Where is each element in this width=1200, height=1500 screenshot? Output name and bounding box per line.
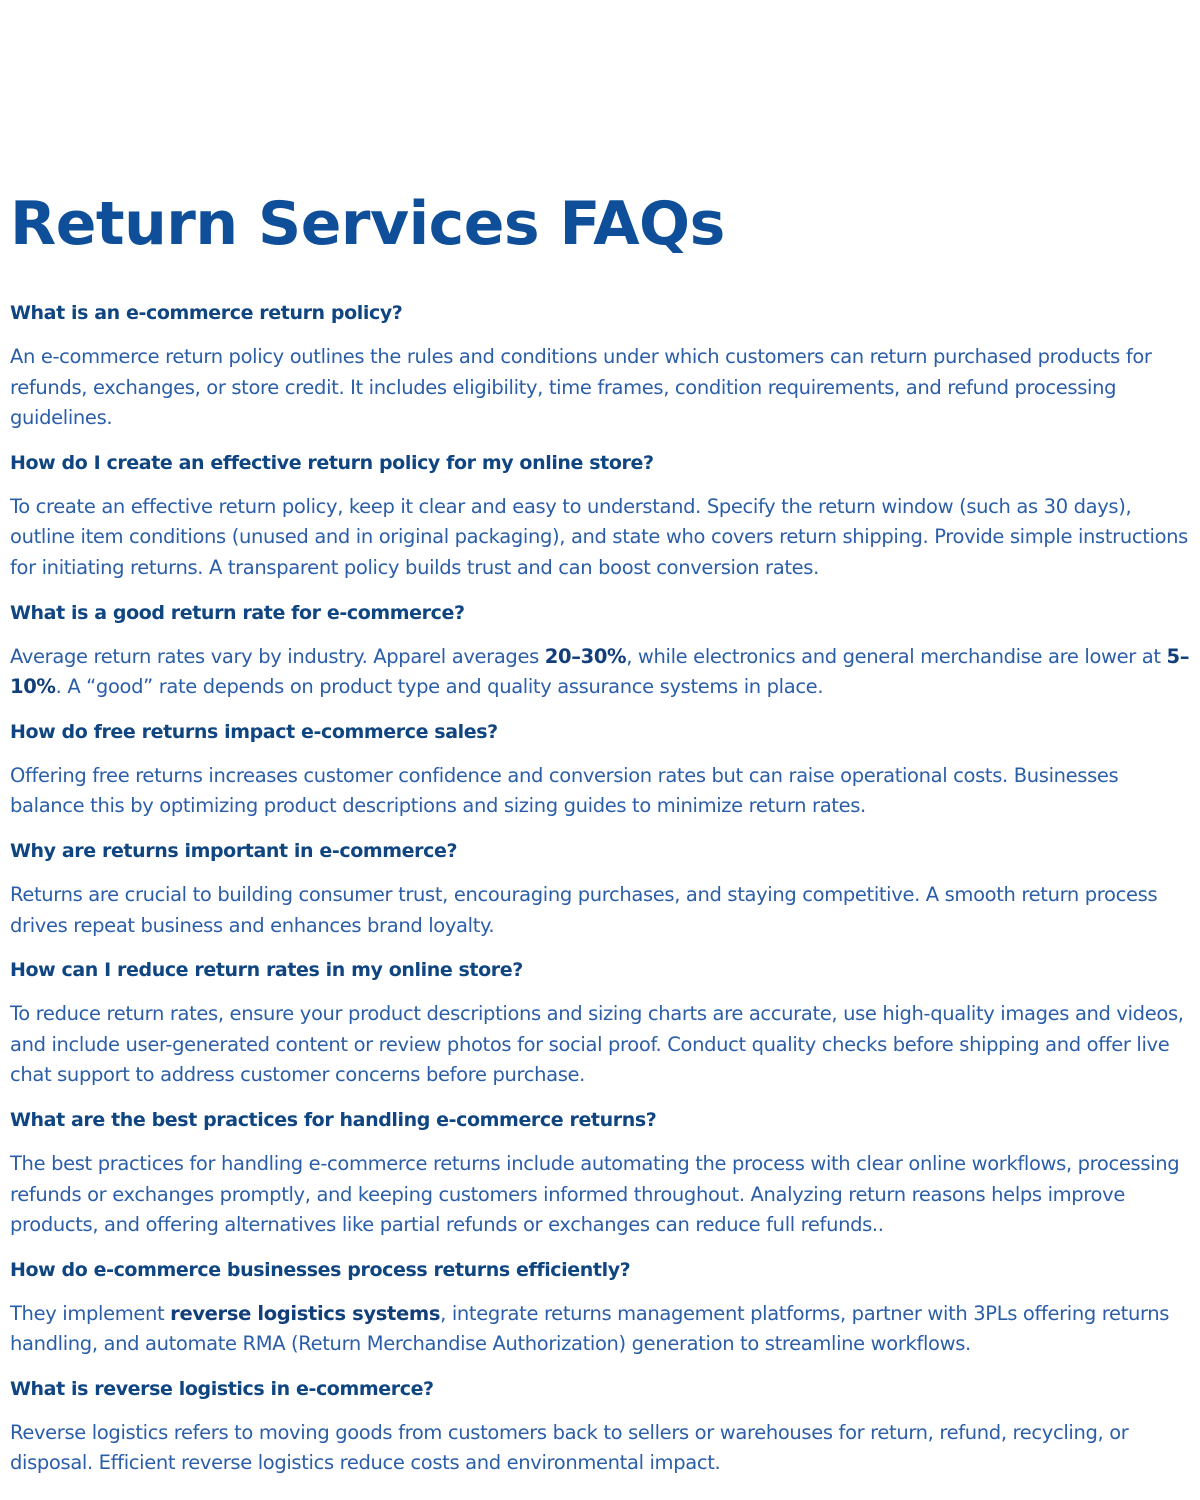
faq-item	[10, 717, 1190, 822]
faq-answer	[10, 1418, 1190, 1479]
faq-item	[10, 1374, 1190, 1479]
faq-answer	[10, 999, 1190, 1091]
electronics-return-rate: 5–10%	[10, 644, 1190, 699]
faq-item	[10, 598, 1190, 703]
faq-list	[10, 298, 1190, 1479]
answer-text: . A “good” rate depends on product type and quality assurance systems in place.	[55, 675, 824, 699]
faq-answer	[10, 642, 1190, 703]
answer-text: To reduce return rates, ensure your product descriptions and sizing charts are accurate, use high-quality images and videos, and include user-generated content or review photos for social proof. Conduct quality checks before shipping and offer live chat support to address customer concerns before purchase.	[10, 1002, 1184, 1087]
faq-question: Why are returns important in e-commerce?	[10, 839, 458, 862]
faq-question: How can I reduce return rates in my online store?	[10, 959, 523, 982]
faq-question: How do free returns impact e-commerce sales?	[10, 720, 498, 743]
faq-item	[10, 955, 1190, 1091]
faq-question: What is a good return rate for e-commerce?	[10, 601, 465, 624]
answer-text: To create an effective return policy, keep it clear and easy to understand. Specify the return window (such as 30 days), outline item conditions (unused and in original packaging), and state who covers return shipping. Provide simple instructions for initiating returns. A transparent policy builds trust and can boost conversion rates.	[10, 494, 1188, 579]
faq-item	[10, 1255, 1190, 1360]
faq-question: What is an e-commerce return policy?	[10, 302, 403, 324]
answer-text: They implement	[10, 1301, 171, 1325]
answer-text: Offering free returns increases customer confidence and conversion rates but can raise operational costs. Businesses balance this by optimizing product descriptions and sizing guides to minimize return rates.	[10, 763, 1119, 818]
faq-question: How do I create an effective return policy for my online store?	[10, 451, 654, 474]
faq-item	[10, 448, 1190, 584]
reverse-logistics-emphasis: reverse logistics systems	[170, 1301, 441, 1325]
faq-answer	[10, 1299, 1190, 1360]
faq-question: What is reverse logistics in e-commerce?	[10, 1377, 434, 1400]
answer-text: , integrate returns management platforms, partner with 3PLs offering returns handling, and automate RMA (Return Merchandise Authorization) generation to streamline workflows.	[10, 1301, 1170, 1356]
apparel-return-rate: 20–30%	[544, 644, 627, 668]
answer-text: , while electronics and general merchandise are lower at	[626, 644, 1167, 668]
faq-answer	[10, 1149, 1190, 1241]
faq-item	[10, 836, 1190, 941]
faq-answer	[10, 880, 1190, 941]
answer-text: Reverse logistics refers to moving goods from customers back to sellers or warehouses for return, refund, recycling, or disposal. Efficient reverse logistics reduce costs and environmental impact.	[10, 1420, 1129, 1475]
faq-question: What are the best practices for handling e-commerce returns?	[10, 1108, 657, 1131]
answer-text: The best practices for handling e-commerce returns include automating the process with clear online workflows, processing refunds or exchanges promptly, and keeping customers informed throughout. Analyzing return reasons helps improve products, and offering alternatives like partial refunds or exchanges can reduce full refunds..	[10, 1151, 1180, 1237]
faq-answer	[10, 761, 1190, 822]
faq-answer	[10, 342, 1190, 434]
answer-text: Average return rates vary by industry. Apparel averages	[10, 644, 545, 668]
faq-item	[10, 1105, 1190, 1241]
answer-text: Returns are crucial to building consumer trust, encouraging purchases, and staying competitive. A smooth return process drives repeat business and enhances brand loyalty.	[10, 882, 1158, 937]
faq-question: How do e-commerce businesses process returns efficiently?	[10, 1258, 631, 1281]
faq-item	[10, 298, 1190, 434]
page-title: Return Services FAQs	[10, 189, 725, 259]
answer-text: An e-commerce return policy outlines the rules and conditions under which customers can return purchased products for refunds, exchanges, or store credit. It includes eligibility, time frames, condition requirements, and refund processing guidelines.	[10, 345, 1152, 430]
faq-answer	[10, 492, 1190, 584]
